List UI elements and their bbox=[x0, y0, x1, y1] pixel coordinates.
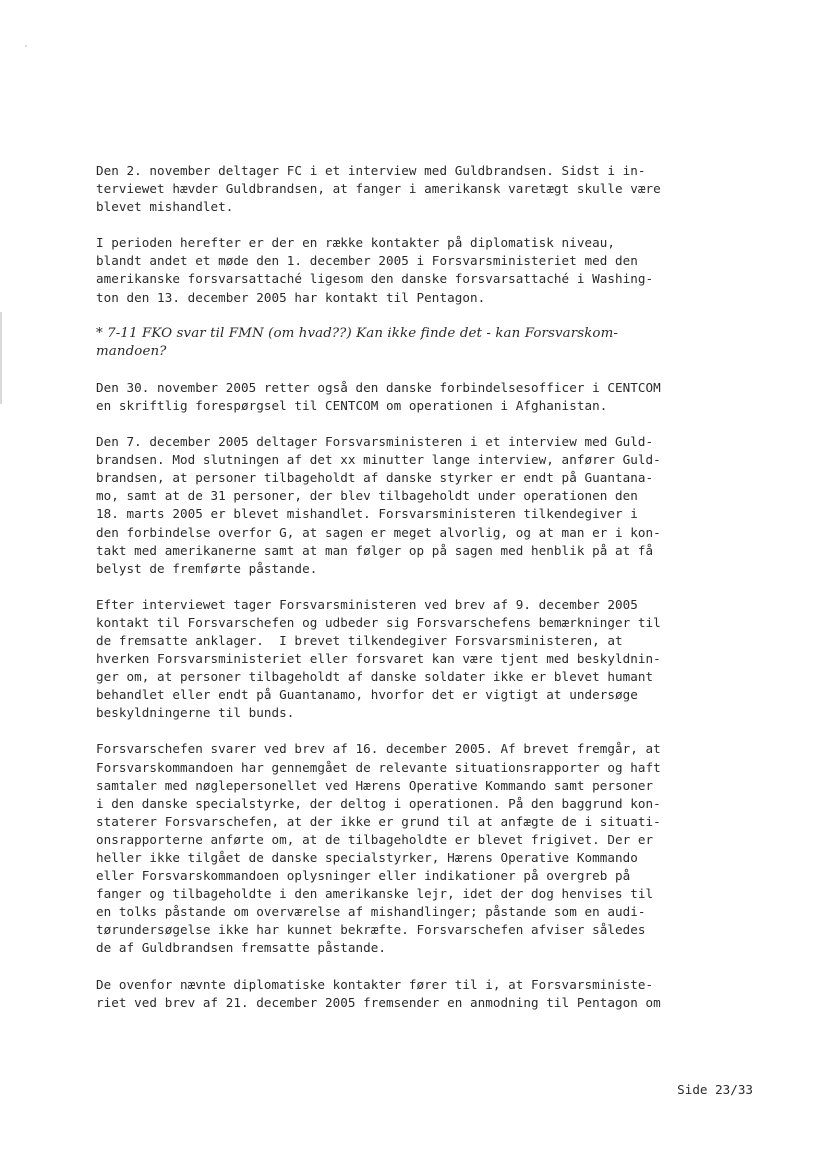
annotation-note: * 7-11 FKO svar til FMN (om hvad??) Kan ikke finde det - kan Forsvarskom- mandoen? bbox=[96, 325, 619, 359]
paragraph-pentagon-request: De ovenfor nævnte diplomatiske kontakter fører til i, at Forsvarsministe- riet ved brev af 21. december 2005 fremsender en anmodning til Pentagon om bbox=[96, 976, 661, 1010]
paragraph-diplomatic-contacts: I perioden herefter er der en række kontakter på diplomatisk niveau, blandt andet et møde den 1. december 2005 i Forsvarsministeriet med den amerikanske forsvarsattaché ligesom den danske forsvarsattaché i Washing- ton den 13. december 2005 har kontakt til Pentagon. bbox=[96, 235, 654, 305]
page-number: Side 23/33 bbox=[677, 1082, 753, 1097]
scan-edge-mark bbox=[0, 312, 2, 404]
body-text bbox=[96, 162, 756, 1030]
paragraph-chief-of-defence-reply: Forsvarschefen svarer ved brev af 16. december 2005. Af brevet fremgår, at Forsvarskommandoen har gennemgået de relevante situationsrapporter og haft samtaler med nøglepersonellet ved Hærens Operative Kommando samt personer i den danske specialstyrke, der deltog i operationen. På den baggrund kon- staterer Forsvarschefen, at der ikke er grund til at anfægte de i situati- onsrapporterne anførte om, at de tilbageholdte er blevet frigivet. Der er heller ikke tilgået de danske specialstyrker, Hærens Operative Kommando eller Forsvarskommandoen oplysninger eller indikationer på overgreb på fanger og tilbageholdte i den amerikanske lejr, idet der dog henvises til en tolks påstande om overværelse af mishandlinger; påstande som en audi- tørundersøgelse ikke har kunnet bekræfte. Forsvarschefen afviser således de af Guldbrandsen fremsatte påstande. bbox=[96, 741, 661, 956]
paragraph-minister-interview: Den 7. december 2005 deltager Forsvarsministeren i et interview med Guld- brandsen. Mod slutningen af det xx minutter lange interview, anfører Guld- brandsen, at personer tilbageholdt af danske styrker er endt på Guantana- mo, samt at de 31 personer, der blev tilbageholdt under operationen den 18. marts 2005 er blevet mishandlet. Forsvarsministeren tilkendegiver i den forbindelse overfor G, at sagen er meget alvorlig, og at man er i kon- takt med amerikanerne samt at man følger op på sagen med henblik på at få belyst de fremførte påstande. bbox=[96, 434, 661, 576]
paragraph-centcom-inquiry: Den 30. november 2005 retter også den danske forbindelsesofficer i CENTCOM en skriftlig forespørgsel til CENTCOM om operationen i Afghanistan. bbox=[96, 379, 661, 413]
paragraph-interview-guldbrandsen: Den 2. november deltager FC i et interview med Guldbrandsen. Sidst i in- terviewet hævder Guldbrandsen, at fanger i amerikansk varetægt skulle være blevet mishandlet. bbox=[96, 163, 661, 215]
paragraph-minister-letter: Efter interviewet tager Forsvarsministeren ved brev af 9. december 2005 kontakt til Forsvarschefen og udbeder sig Forsvarschefens bemærkninger til de fremsatte anklager. I brevet tilkendegiver Forsvarsministeren, at hverken Forsvarsministeriet eller forsvaret kan være tjent med beskyldnin- ger om, at personer tilbageholdt af danske soldater ikke er blevet humant behandlet eller endt på Guantanamo, hvorfor det er vigtigt at undersøge beskyldningerne til bunds. bbox=[96, 596, 661, 721]
scan-speck bbox=[25, 45, 27, 47]
